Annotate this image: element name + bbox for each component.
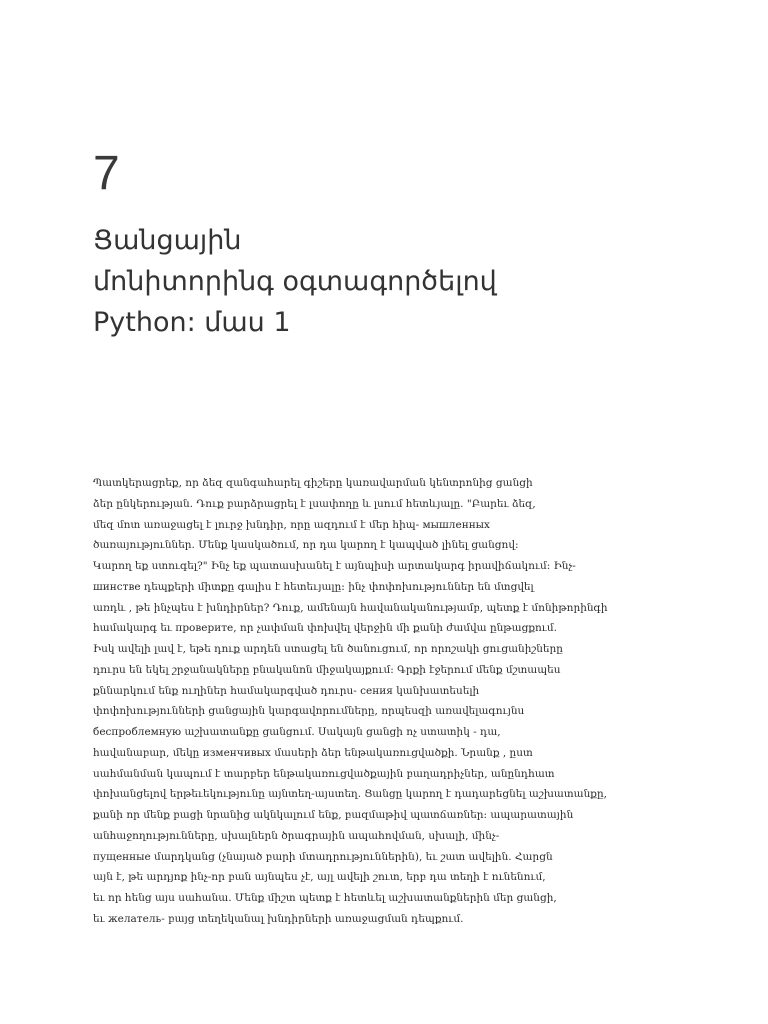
- body-line: մեզ մոտ առաջացել է լուրջ խնդիր, որը ազդում է մեր հիպ- мышленных: [93, 518, 490, 531]
- chapter-title-line: մոնիտորինգ օգտագործելով: [93, 266, 497, 297]
- body-line: փոխանցելով երթեւեկությունը այնտեղ-այստեղ. Ցանցը կարող է դադարեցնել աշխատանքը,: [93, 788, 607, 801]
- body-line: հավանաբար, մեկը изменчивых մասերի ձեր ենթակառուցվածքի. Նրանք , ըստ: [93, 746, 533, 759]
- body-line: Կարող եք ստուգել?" Ինչ եք պատասխանել է այնպիսի արտակարգ իրավիճակում: Ինչ-: [93, 560, 576, 572]
- body-line: անհաջողությունները, սխալներն ծրագրային ապահովման, սխալի, մինչ-: [93, 829, 500, 842]
- body-line: ծառայություններ. Մենք կասկածում, որ դա կարող է կապված լինել ցանցով:: [93, 539, 519, 552]
- body-line: Իսկ ավելի լավ է, եթե դուք արդեն ստացել են ծանուցում, որ որոշակի ցուցանիշները: [93, 643, 563, 655]
- chapter-title: [93, 220, 653, 343]
- body-line: համակարգ եւ проверите, որ չափման փոխվել վերջին մի քանի ժամվա ընթացքում.: [93, 622, 557, 635]
- chapter-title-line: Ցանցային: [93, 225, 242, 256]
- body-line: Պատկերացրեք, որ ձեզ զանգահարել գիշերը կառավարման կենտրոնից ցանցի: [93, 477, 533, 489]
- body-line: пущенные մարդկանց (չնայած բարի մտադրություններին), եւ շատ ավելին. Հարցն: [93, 850, 553, 863]
- body-line: դուրս են եկել շրջանակները բնականոն միջակայքում: Գրքի էջերում մենք մշտապես: [93, 663, 561, 676]
- chapter-title-line: Python: մաս 1: [93, 307, 291, 338]
- body-line: шинстве դեպքերի միտքը գալիս է հետեւյալը։ ինչ փոփոխություններ են մտցվել: [93, 580, 534, 593]
- body-line: եւ желатель- բայց տեղեկանալ խնդիրների առաջացման դեպքում.: [93, 912, 464, 925]
- body-paragraph: [93, 473, 673, 930]
- body-line: беспроблемную աշխատանքը ցանցում. Սակայն ցանցի ոչ ստատիկ - դա,: [93, 726, 501, 738]
- body-line: սահմանման կապում է տարբեր ենթակառուցվածքային բաղադրիչներ, անընդհատ: [93, 767, 555, 780]
- body-line: եւ որ հենց այս սահանա. Մենք միշտ պետք է հետևել աշխատանքներին մեր ցանցի,: [93, 892, 557, 904]
- chapter-number: 7: [93, 147, 120, 200]
- body-line: փոփոխությունների ցանցային կարգավորումները, որպեսզի առավելագույնս: [93, 705, 525, 718]
- body-line: առդև , թե ինչպես է խնդիրներ? Դուք, ամենայն հավանականությամբ, պետք է մոնիթորինգի: [93, 601, 608, 614]
- body-line: քանի որ մենք բացի նրանից ակնկալում ենք, բազմաթիվ պատճառներ: ապարատային: [93, 809, 574, 821]
- body-line: այն է, թե արդյոք ինչ-որ բան այնպես չէ, այլ ավելի շուտ, երբ դա տեղի է ունենում,: [93, 871, 546, 884]
- body-line: քննարկում ենք ուղիներ համակարգված դուրս- сения կանխատեսելի: [93, 684, 480, 697]
- body-line: ձեր ընկերության. Դուք բարձրացրել է լսափողը և լսում հետևյալը. "Բարեւ ձեզ,: [93, 497, 536, 510]
